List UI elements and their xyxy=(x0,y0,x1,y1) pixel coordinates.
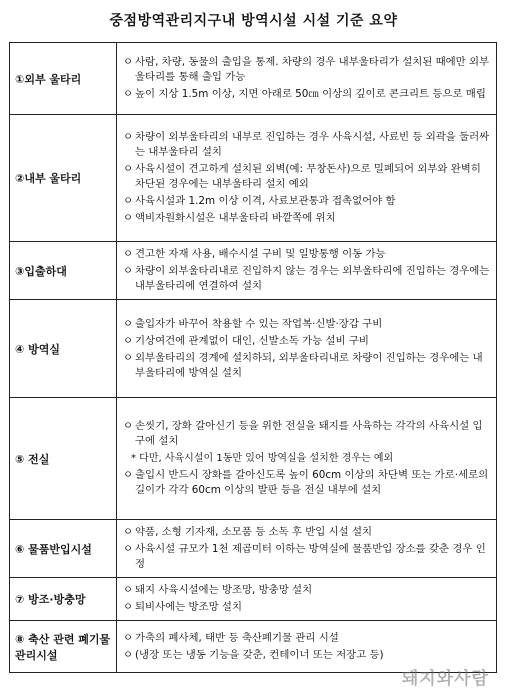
item-text: 사육시설 규모가 1천 제곱미터 이하는 방역실에 물품반입 장소를 갖춘 경우 인정 xyxy=(135,543,486,570)
item-text: 기상여건에 관계없이 대인, 신발소독 가능 설비 구비 xyxy=(135,334,369,347)
list-item xyxy=(123,583,490,598)
item-note: * 다만, 사육시설이 1동만 있어 방역실을 설치한 경우는 예외 xyxy=(131,453,394,464)
list-item xyxy=(123,351,490,381)
bullet-marker: ㅇ xyxy=(123,543,134,555)
list-item xyxy=(123,468,490,498)
bullet-marker: ㅇ xyxy=(123,317,134,330)
row-label: ②내부 울타리 xyxy=(10,115,117,242)
bullet-marker: ㅇ xyxy=(123,351,134,364)
row-items xyxy=(117,115,497,242)
list-item xyxy=(123,87,490,102)
list-item xyxy=(123,542,490,572)
table-row xyxy=(10,520,497,578)
item-text: 출입시 반드시 장화를 갈아신도록 높이 60cm 이상의 차단벽 또는 가로·세로의 길이가 각각 60cm 이상의 발판 등을 전실 내부에 설치 xyxy=(135,469,489,496)
item-text: 차량이 외부울타리내로 진입하지 않는 경우는 외부울타리에 진입하는 경우에는 내부울타리에 연결하여 설치 xyxy=(135,265,490,292)
bullet-marker: ㅇ xyxy=(123,469,134,481)
item-text: 퇴비사에는 방조망 설치 xyxy=(135,601,242,613)
row-items xyxy=(117,242,497,300)
item-text: 견고한 자재 사용, 배수시설 구비 및 일방통행 이동 가능 xyxy=(135,248,386,260)
row-label: ③입출하대 xyxy=(10,242,117,300)
table-row xyxy=(10,300,497,398)
page-title: 중점방역관리지구내 방역시설 시설 기준 요약 xyxy=(109,13,398,29)
row-label: ⑥ 물품반입시설 xyxy=(10,520,117,578)
item-text: 높이 지상 1.5m 이상, 지면 아래로 50㎝ 이상의 깊이로 콘크리트 등으로 매립 xyxy=(135,88,486,100)
list-item xyxy=(123,648,490,663)
list-item xyxy=(123,317,490,332)
row-items xyxy=(117,578,497,621)
bullet-marker: ㅇ xyxy=(123,265,134,277)
bullet-marker: ㅇ xyxy=(123,526,134,538)
row-label: ⑧ 축산 관련 폐기물 관리시설 xyxy=(10,621,117,673)
bullet-marker: ㅇ xyxy=(123,131,134,143)
item-text: 차량이 외부울타리의 내부로 진입하는 경우 사육시설, 사료빈 등 외곽을 둘러싸는 내부울타리 설치 xyxy=(135,131,490,158)
bullet-marker: ㅇ xyxy=(123,584,134,596)
list-item xyxy=(123,264,490,294)
item-text: 약품, 소형 기자재, 소모품 등 소독 후 반입 시설 설치 xyxy=(135,526,373,538)
bullet-marker: ㅇ xyxy=(123,248,134,260)
row-label: ④ 방역실 xyxy=(10,300,117,398)
list-item xyxy=(123,334,490,349)
item-text: 손씻기, 장화 갈아신기 등을 위한 전실을 돼지를 사육하는 각각의 사육시설 입구에 설치 xyxy=(135,420,483,447)
bullet-marker: ㅇ xyxy=(123,334,134,347)
bullet-marker: ㅇ xyxy=(123,631,134,644)
bullet-marker: ㅇ xyxy=(123,212,134,224)
row-items xyxy=(117,520,497,578)
row-label: ⑤ 전실 xyxy=(10,398,117,520)
item-text: 돼지 사육시설에는 방조망, 방충망 설치 xyxy=(135,584,313,596)
bullet-marker: ㅇ xyxy=(123,163,134,175)
list-item xyxy=(123,525,490,540)
item-text: 사람, 차량, 동물의 출입을 통제. 차량의 경우 내부울타리가 설치된 때에만 외부울타리를 통해 출입 가능 xyxy=(135,56,490,83)
list-item xyxy=(123,194,490,209)
list-item xyxy=(123,130,490,160)
item-text: 외부울타리의 경계에 설치하되, 외부울타리내로 차량이 진입하는 경우에는 내부울타리에 방역실 설치 xyxy=(135,351,483,379)
facility-standards-table xyxy=(9,42,497,673)
list-item xyxy=(123,247,490,262)
list-item xyxy=(123,162,490,192)
list-item xyxy=(123,631,490,646)
row-label: ①외부 울타리 xyxy=(10,43,117,115)
list-item xyxy=(123,211,490,226)
item-text: 출입자가 바꾸어 착용할 수 있는 작업복·신발·장갑 구비 xyxy=(135,317,383,330)
bullet-marker: ㅇ xyxy=(123,648,134,661)
item-text: 사육시설이 견고하게 설치된 외벽(예: 무창돈사)으로 밀폐되어 외부와 완벽히 차단된 경우에는 내부울타리 설치 예외 xyxy=(135,163,481,190)
item-text: 사육시설과 1.2m 이상 이격, 사료보관통과 접촉없어야 함 xyxy=(135,195,396,207)
table-row xyxy=(10,578,497,621)
bullet-marker: ㅇ xyxy=(123,420,134,432)
item-text: (냉장 또는 냉동 기능을 갖춘, 컨테이너 또는 저장고 등) xyxy=(135,648,384,661)
item-text: 가축의 폐사체, 태반 등 축산폐기물 관리 시설 xyxy=(135,631,339,644)
bullet-marker: ㅇ xyxy=(123,88,134,100)
row-items xyxy=(117,43,497,115)
bullet-marker: ㅇ xyxy=(123,195,134,207)
list-item xyxy=(123,600,490,615)
watermark: 돼지와사람 xyxy=(401,669,489,689)
list-item xyxy=(123,55,490,85)
table-row xyxy=(10,43,497,115)
bullet-marker: ㅇ xyxy=(123,56,134,68)
bullet-marker: ㅇ xyxy=(123,601,134,613)
row-items xyxy=(117,398,497,520)
list-item xyxy=(123,419,490,449)
row-items xyxy=(117,300,497,398)
item-text: 액비자원화시설은 내부울타리 바깥쪽에 위치 xyxy=(135,212,336,224)
table-row xyxy=(10,242,497,300)
row-label: ⑦ 방조·방충망 xyxy=(10,578,117,621)
table-row xyxy=(10,398,497,520)
table-row xyxy=(10,115,497,242)
